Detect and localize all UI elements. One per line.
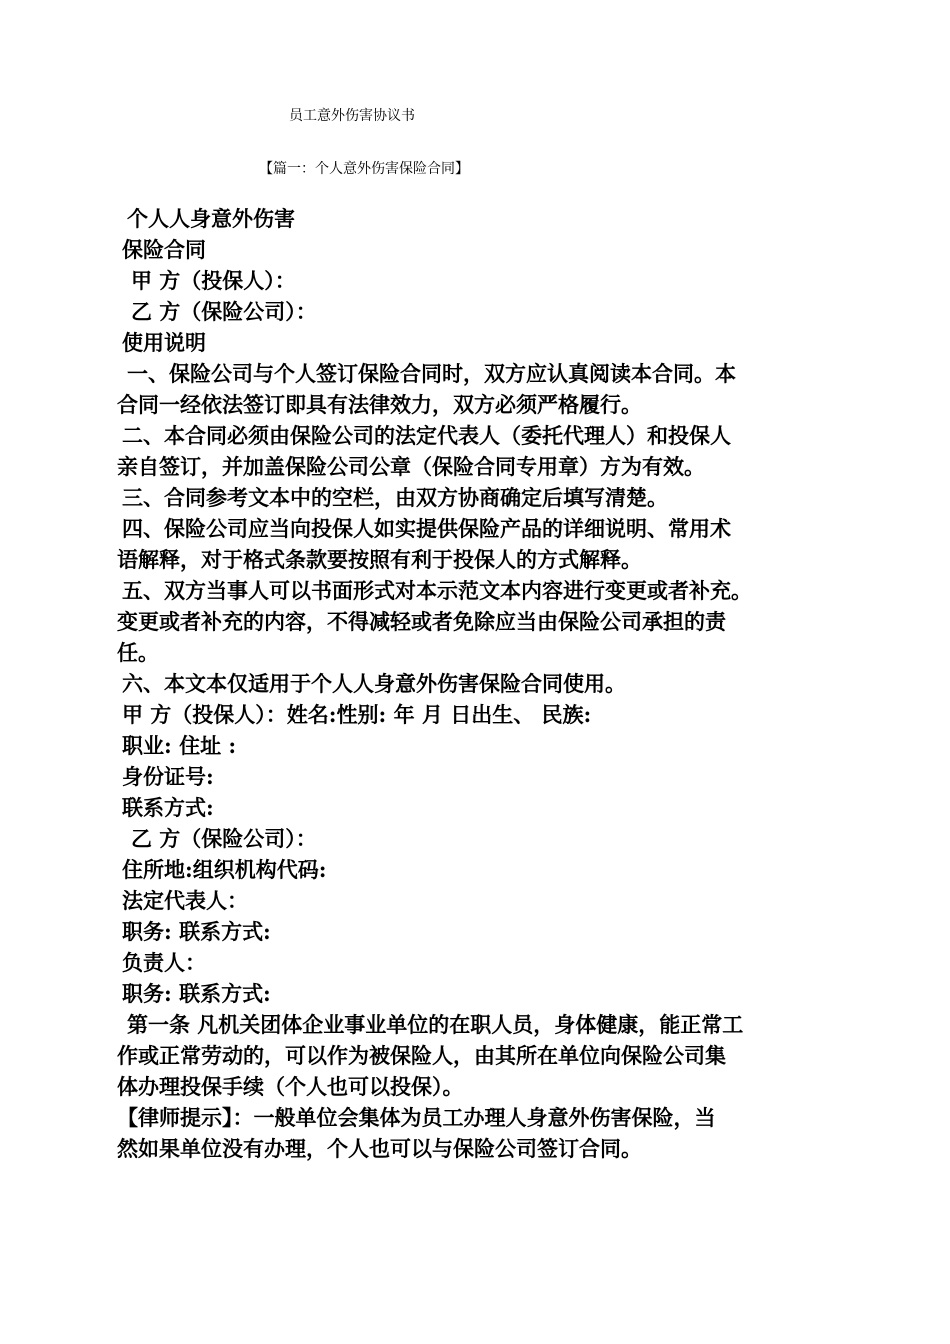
- article-1-line-1: 第一条 凡机关团体企业事业单位的在职人员，身体健康，能正常工: [127, 1012, 744, 1037]
- contract-heading-line-1: 个人人身意外伤害: [127, 206, 295, 231]
- document-body: [117, 203, 837, 1164]
- party-a-details: 甲 方（投保人）：姓名:性别: 年 月 日出生、 民族:: [122, 702, 592, 727]
- id-number-field: 身份证号:: [122, 764, 214, 789]
- note-2-line-1: 二、本合同必须由保险公司的法定代表人（委托代理人）和投保人: [122, 423, 731, 448]
- note-2-line-2: 亲自签订，并加盖保险公司公章（保险合同专用章）方为有效。: [117, 454, 705, 479]
- note-4-line-1: 四、保险公司应当向投保人如实提供保险产品的详细说明、常用术: [122, 516, 731, 541]
- note-1-line-2: 合同一经依法签订即具有法律效力，双方必须严格履行。: [117, 392, 642, 417]
- lawyer-tip-line-1: 【律师提示】：一般单位会集体为员工办理人身意外伤害保险，当: [117, 1105, 716, 1130]
- note-3: 三、合同参考文本中的空栏，由双方协商确定后填写清楚。: [122, 485, 668, 510]
- note-5-line-3: 任。: [117, 640, 159, 665]
- article-1-line-2: 作或正常劳动的，可以作为被保险人，由其所在单位向保险公司集: [117, 1043, 726, 1068]
- person-in-charge-field: 负责人：: [122, 950, 206, 975]
- article-1-line-3: 体办理投保手续（个人也可以投保）。: [117, 1074, 464, 1099]
- occupation-address-field: 职业: 住址 :: [122, 733, 237, 758]
- domicile-org-code-field: 住所地:组织机构代码:: [122, 857, 327, 882]
- document-title: 员工意外伤害协议书: [289, 108, 415, 124]
- document-subtitle: 【篇一：个人意外伤害保险合同】: [259, 161, 469, 177]
- note-5-line-1: 五、双方当事人可以书面形式对本示范文本内容进行变更或者补充。: [122, 578, 752, 603]
- contract-heading-line-2: 保险合同: [122, 237, 206, 262]
- legal-representative-field: 法定代表人：: [122, 888, 248, 913]
- usage-notes-heading: 使用说明: [122, 330, 206, 355]
- position-contact-field-2: 职务: 联系方式:: [122, 981, 271, 1006]
- party-a-label: 甲 方（投保人）：: [131, 268, 296, 293]
- contact-field: 联系方式:: [122, 795, 214, 820]
- note-1-line-1: 一、保险公司与个人签订保险合同时，双方应认真阅读本合同。本: [127, 361, 736, 386]
- party-b-label: 乙 方（保险公司）：: [131, 299, 317, 324]
- lawyer-tip-line-2: 然如果单位没有办理，个人也可以与保险公司签订合同。: [117, 1136, 642, 1161]
- note-4-line-2: 语解释，对于格式条款要按照有利于投保人的方式解释。: [117, 547, 642, 572]
- position-contact-field-1: 职务: 联系方式:: [122, 919, 271, 944]
- note-6: 六、本文本仅适用于个人人身意外伤害保险合同使用。: [122, 671, 626, 696]
- note-5-line-2: 变更或者补充的内容，不得减轻或者免除应当由保险公司承担的责: [117, 609, 726, 634]
- party-b-details-label: 乙 方（保险公司）：: [131, 826, 317, 851]
